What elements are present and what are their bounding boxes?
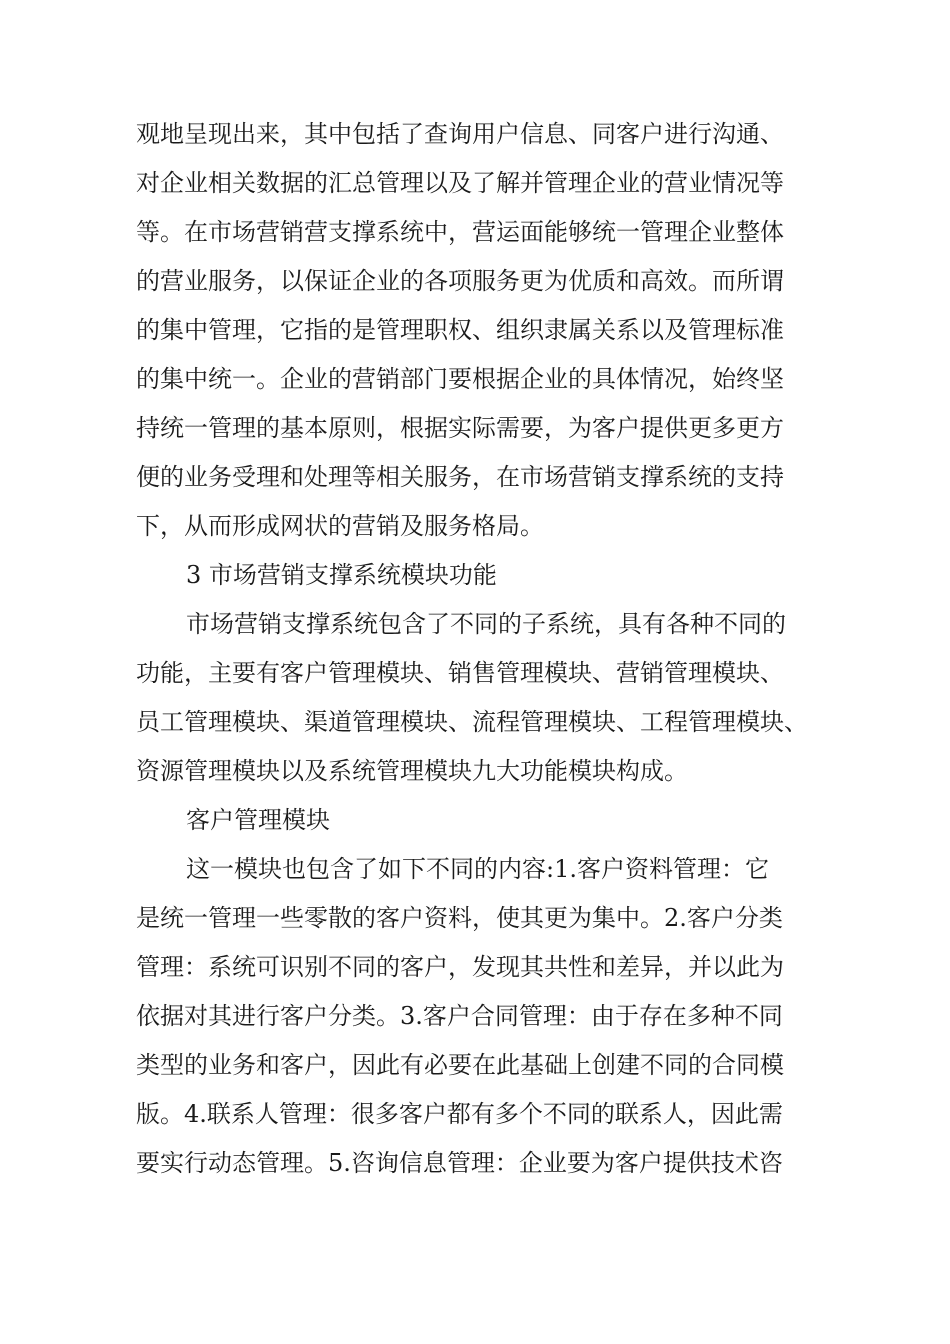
text-line: 市场营销支撑系统包含了不同的子系统，具有各种不同的 xyxy=(186,610,786,638)
text-line: 下，从而形成网状的营销及服务格局。 xyxy=(136,512,544,540)
text-line: 的营业服务，以保证企业的各项服务更为优质和高效。而所谓 xyxy=(136,267,784,295)
text-line: 的集中管理，它指的是管理职权、组织隶属关系以及管理标准 xyxy=(136,316,784,344)
text-line: 便的业务受理和处理等相关服务，在市场营销支撑系统的支持 xyxy=(136,463,784,491)
text-line: 员工管理模块、渠道管理模块、流程管理模块、工程管理模块、 xyxy=(136,708,808,736)
text-line: 类型的业务和客户，因此有必要在此基础上创建不同的合同模 xyxy=(136,1051,784,1079)
text-line: 这一模块也包含了如下不同的内容:1.客户资料管理：它 xyxy=(186,855,769,883)
text-line: 管理：系统可识别不同的客户，发现其共性和差异，并以此为 xyxy=(136,953,784,981)
text-line: 版。4.联系人管理：很多客户都有多个不同的联系人，因此需 xyxy=(136,1100,783,1128)
text-line: 等。在市场营销营支撑系统中，营运面能够统一管理企业整体 xyxy=(136,218,784,246)
text-line: 资源管理模块以及系统管理模块九大功能模块构成。 xyxy=(136,757,688,785)
text-line: 要实行动态管理。5.咨询信息管理：企业要为客户提供技术咨 xyxy=(136,1149,783,1177)
text-line: 依据对其进行客户分类。3.客户合同管理：由于存在多种不同 xyxy=(136,1002,783,1030)
text-line: 观地呈现出来，其中包括了查询用户信息、同客户进行沟通、 xyxy=(136,120,784,148)
text-line: 功能，主要有客户管理模块、销售管理模块、营销管理模块、 xyxy=(136,659,784,687)
section-heading: 3 市场营销支撑系统模块功能 xyxy=(186,561,497,589)
text-line: 对企业相关数据的汇总管理以及了解并管理企业的营业情况等 xyxy=(136,169,784,197)
subsection-heading: 客户管理模块 xyxy=(186,806,330,834)
text-line: 是统一管理一些零散的客户资料，使其更为集中。2.客户分类 xyxy=(136,904,783,932)
text-line: 的集中统一。企业的营销部门要根据企业的具体情况，始终坚 xyxy=(136,365,784,393)
document-body xyxy=(136,110,836,1188)
text-line: 持统一管理的基本原则，根据实际需要，为客户提供更多更方 xyxy=(136,414,784,442)
